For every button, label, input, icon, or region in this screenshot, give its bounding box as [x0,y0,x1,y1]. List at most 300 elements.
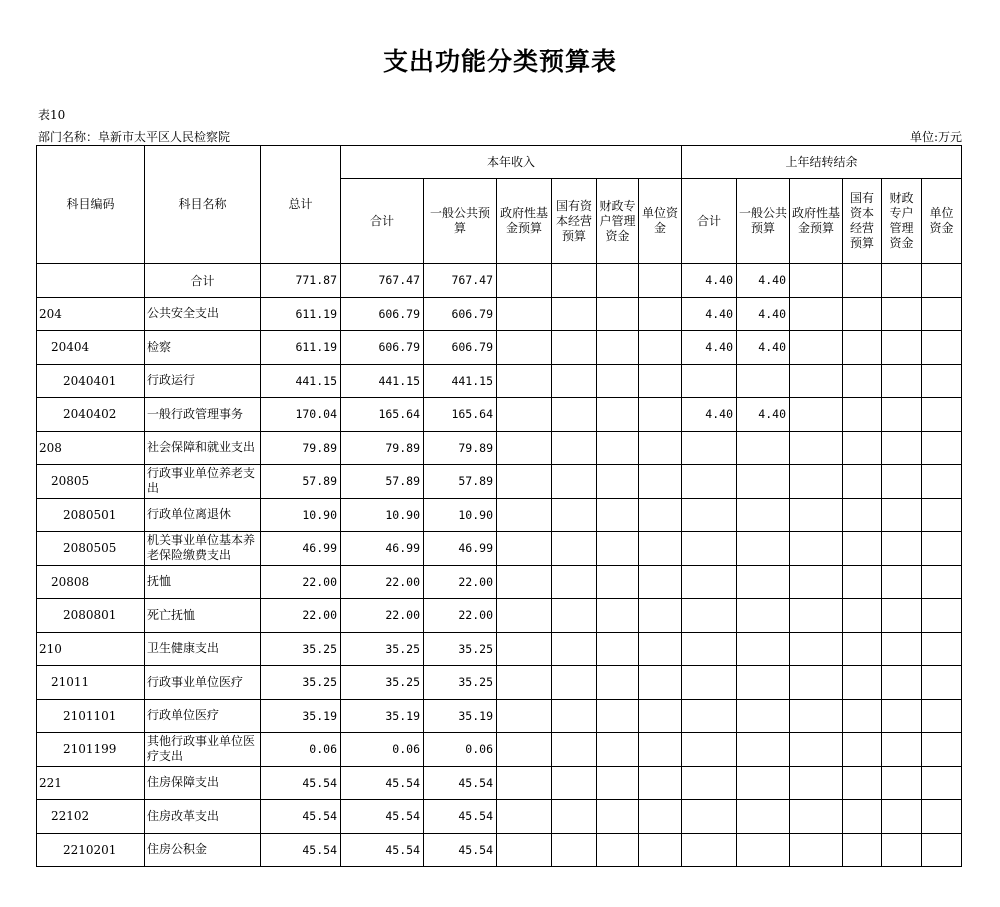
header-code: 科目编码 [37,146,145,264]
header-cy-gov-fund: 政府性基金预算 [497,179,552,264]
cell-py-gov-fund [790,833,843,867]
cell-py-gov-fund [790,800,843,834]
cell-py-unit-funds [922,666,962,700]
cell-cy-gov-fund [497,498,552,532]
cell-cy-sum: 10.90 [341,498,424,532]
cell-py-sum [682,833,737,867]
cell-py-unit-funds [922,331,962,365]
cell-name: 其他行政事业单位医疗支出 [145,733,261,767]
cell-cy-fiscal-special [597,465,639,499]
table-row [37,498,962,532]
cell-cy-unit-funds [639,264,682,298]
cell-cy-gov-fund [497,532,552,566]
cell-py-state-capital [843,398,882,432]
cell-cy-gov-fund [497,264,552,298]
cell-name: 公共安全支出 [145,297,261,331]
cell-cy-state-capital [552,599,597,633]
header-current-year: 本年收入 [341,146,682,179]
cell-py-unit-funds [922,465,962,499]
cell-py-general [737,465,790,499]
cell-total: 441.15 [261,364,341,398]
header-prior-year: 上年结转结余 [682,146,962,179]
cell-name: 住房保障支出 [145,766,261,800]
cell-cy-unit-funds [639,766,682,800]
table-row [37,666,962,700]
table-body [37,264,962,867]
cell-cy-general: 57.89 [424,465,497,499]
cell-cy-unit-funds [639,800,682,834]
header-py-state-capital: 国有资本经营预算 [843,179,882,264]
cell-code: 204 [37,297,145,331]
cell-py-unit-funds [922,766,962,800]
cell-py-sum [682,498,737,532]
cell-name: 检察 [145,331,261,365]
cell-py-general: 4.40 [737,297,790,331]
header-cy-sum: 合计 [341,179,424,264]
cell-cy-general: 767.47 [424,264,497,298]
cell-cy-general: 22.00 [424,565,497,599]
cell-cy-state-capital [552,565,597,599]
table-row [37,398,962,432]
cell-cy-gov-fund [497,364,552,398]
cell-py-state-capital [843,331,882,365]
cell-cy-fiscal-special [597,599,639,633]
cell-py-state-capital [843,632,882,666]
table-row [37,699,962,733]
cell-total: 35.19 [261,699,341,733]
cell-name: 住房公积金 [145,833,261,867]
table-row [37,766,962,800]
cell-py-sum [682,532,737,566]
cell-code: 20404 [37,331,145,365]
header-py-fiscal-special: 财政专户管理资金 [882,179,922,264]
header-py-general: 一般公共预算 [737,179,790,264]
cell-py-state-capital [843,766,882,800]
cell-cy-state-capital [552,699,597,733]
cell-cy-fiscal-special [597,331,639,365]
cell-py-general [737,364,790,398]
cell-code: 20808 [37,565,145,599]
cell-name: 社会保障和就业支出 [145,431,261,465]
cell-total: 57.89 [261,465,341,499]
cell-py-fiscal-special [882,498,922,532]
cell-cy-state-capital [552,431,597,465]
cell-cy-sum: 45.54 [341,833,424,867]
cell-py-sum [682,800,737,834]
cell-name: 一般行政管理事务 [145,398,261,432]
cell-cy-general: 165.64 [424,398,497,432]
cell-py-fiscal-special [882,699,922,733]
cell-cy-unit-funds [639,666,682,700]
cell-cy-sum: 767.47 [341,264,424,298]
cell-py-general [737,632,790,666]
cell-cy-general: 10.90 [424,498,497,532]
header-cy-fiscal-special: 财政专户管理资金 [597,179,639,264]
cell-cy-fiscal-special [597,632,639,666]
cell-py-unit-funds [922,398,962,432]
cell-cy-gov-fund [497,599,552,633]
header-total: 总计 [261,146,341,264]
cell-cy-state-capital [552,498,597,532]
table-row [37,364,962,398]
budget-table [36,145,962,867]
cell-name: 行政事业单位医疗 [145,666,261,700]
cell-py-unit-funds [922,800,962,834]
cell-cy-gov-fund [497,398,552,432]
cell-py-fiscal-special [882,565,922,599]
cell-total: 46.99 [261,532,341,566]
cell-name: 抚恤 [145,565,261,599]
cell-code: 2040402 [37,398,145,432]
cell-cy-sum: 165.64 [341,398,424,432]
cell-cy-gov-fund [497,297,552,331]
cell-code: 2080505 [37,532,145,566]
cell-cy-sum: 22.00 [341,599,424,633]
cell-py-sum [682,565,737,599]
cell-cy-fiscal-special [597,364,639,398]
cell-code: 2210201 [37,833,145,867]
table-row [37,565,962,599]
cell-cy-sum: 441.15 [341,364,424,398]
cell-name: 行政运行 [145,364,261,398]
cell-cy-fiscal-special [597,565,639,599]
cell-py-fiscal-special [882,297,922,331]
cell-code: 210 [37,632,145,666]
cell-cy-gov-fund [497,565,552,599]
cell-cy-state-capital [552,800,597,834]
table-row [37,532,962,566]
cell-cy-state-capital [552,833,597,867]
cell-cy-sum: 606.79 [341,331,424,365]
cell-cy-gov-fund [497,666,552,700]
cell-py-gov-fund [790,297,843,331]
cell-cy-fiscal-special [597,498,639,532]
table-row [37,800,962,834]
cell-name: 行政单位医疗 [145,699,261,733]
cell-py-state-capital [843,733,882,767]
cell-py-fiscal-special [882,733,922,767]
cell-py-state-capital [843,364,882,398]
cell-py-unit-funds [922,431,962,465]
cell-py-sum: 4.40 [682,331,737,365]
cell-cy-state-capital [552,666,597,700]
cell-py-sum [682,766,737,800]
cell-py-state-capital [843,465,882,499]
cell-code [37,264,145,298]
cell-py-sum [682,733,737,767]
cell-cy-unit-funds [639,833,682,867]
cell-cy-sum: 35.19 [341,699,424,733]
cell-cy-general: 22.00 [424,599,497,633]
cell-cy-sum: 57.89 [341,465,424,499]
cell-cy-fiscal-special [597,431,639,465]
cell-name: 死亡抚恤 [145,599,261,633]
table-row [37,431,962,465]
header-cy-state-capital: 国有资本经营预算 [552,179,597,264]
unit-label: 单位:万元 [909,130,962,144]
cell-total: 35.25 [261,632,341,666]
cell-py-sum [682,632,737,666]
cell-py-state-capital [843,498,882,532]
cell-total: 771.87 [261,264,341,298]
cell-cy-general: 35.25 [424,666,497,700]
cell-cy-unit-funds [639,331,682,365]
cell-cy-unit-funds [639,699,682,733]
cell-py-unit-funds [922,733,962,767]
cell-cy-general: 606.79 [424,297,497,331]
cell-total: 22.00 [261,565,341,599]
cell-cy-state-capital [552,465,597,499]
cell-py-gov-fund [790,733,843,767]
cell-cy-unit-funds [639,565,682,599]
cell-name: 合计 [145,264,261,298]
cell-cy-state-capital [552,398,597,432]
cell-code: 21011 [37,666,145,700]
cell-cy-unit-funds [639,398,682,432]
cell-code: 2101199 [37,733,145,767]
table-row [37,632,962,666]
cell-py-gov-fund [790,264,843,298]
cell-py-fiscal-special [882,431,922,465]
cell-name: 住房改革支出 [145,800,261,834]
cell-cy-unit-funds [639,297,682,331]
cell-py-gov-fund [790,632,843,666]
cell-cy-unit-funds [639,733,682,767]
cell-cy-general: 35.25 [424,632,497,666]
cell-py-unit-funds [922,699,962,733]
cell-cy-general: 79.89 [424,431,497,465]
cell-cy-fiscal-special [597,398,639,432]
cell-cy-sum: 35.25 [341,666,424,700]
cell-total: 35.25 [261,666,341,700]
table-row [37,465,962,499]
cell-py-sum: 4.40 [682,398,737,432]
cell-py-fiscal-special [882,532,922,566]
cell-py-state-capital [843,297,882,331]
cell-cy-fiscal-special [597,766,639,800]
cell-py-general [737,431,790,465]
cell-py-gov-fund [790,532,843,566]
cell-code: 2101101 [37,699,145,733]
cell-py-fiscal-special [882,331,922,365]
page-title: 支出功能分类预算表 [382,47,617,76]
cell-py-gov-fund [790,766,843,800]
cell-py-unit-funds [922,599,962,633]
cell-py-unit-funds [922,632,962,666]
header-name: 科目名称 [145,146,261,264]
cell-cy-general: 45.54 [424,800,497,834]
cell-py-general: 4.40 [737,331,790,365]
cell-py-state-capital [843,264,882,298]
cell-code: 22102 [37,800,145,834]
cell-py-fiscal-special [882,632,922,666]
header-py-sum: 合计 [682,179,737,264]
cell-py-state-capital [843,431,882,465]
cell-cy-unit-funds [639,431,682,465]
cell-py-sum [682,431,737,465]
cell-py-sum [682,599,737,633]
cell-cy-state-capital [552,733,597,767]
cell-py-unit-funds [922,364,962,398]
cell-cy-general: 606.79 [424,331,497,365]
cell-cy-general: 46.99 [424,532,497,566]
cell-py-gov-fund [790,465,843,499]
cell-py-sum [682,364,737,398]
cell-code: 2080801 [37,599,145,633]
cell-py-gov-fund [790,364,843,398]
cell-cy-general: 441.15 [424,364,497,398]
cell-code: 2040401 [37,364,145,398]
cell-total: 611.19 [261,297,341,331]
cell-py-state-capital [843,532,882,566]
cell-cy-fiscal-special [597,297,639,331]
cell-cy-fiscal-special [597,733,639,767]
cell-cy-sum: 0.06 [341,733,424,767]
cell-cy-gov-fund [497,833,552,867]
cell-py-general [737,532,790,566]
cell-cy-general: 35.19 [424,699,497,733]
cell-cy-unit-funds [639,498,682,532]
cell-cy-sum: 79.89 [341,431,424,465]
cell-cy-sum: 35.25 [341,632,424,666]
cell-py-sum [682,666,737,700]
cell-py-state-capital [843,833,882,867]
cell-total: 79.89 [261,431,341,465]
cell-cy-general: 0.06 [424,733,497,767]
cell-py-fiscal-special [882,264,922,298]
cell-name: 行政单位离退休 [145,498,261,532]
cell-py-gov-fund [790,498,843,532]
cell-py-general [737,599,790,633]
cell-cy-gov-fund [497,733,552,767]
cell-cy-fiscal-special [597,666,639,700]
cell-cy-state-capital [552,264,597,298]
cell-cy-unit-funds [639,532,682,566]
cell-cy-fiscal-special [597,264,639,298]
cell-py-fiscal-special [882,398,922,432]
cell-py-state-capital [843,800,882,834]
cell-py-sum: 4.40 [682,264,737,298]
cell-cy-sum: 22.00 [341,565,424,599]
cell-py-gov-fund [790,398,843,432]
cell-cy-fiscal-special [597,699,639,733]
cell-py-general [737,766,790,800]
cell-py-sum [682,465,737,499]
header-cy-general: 一般公共预算 [424,179,497,264]
cell-cy-gov-fund [497,331,552,365]
table-number: 表10 [38,108,66,122]
cell-py-fiscal-special [882,599,922,633]
table-row [37,264,962,298]
header-cy-unit-funds: 单位资金 [639,179,682,264]
cell-total: 10.90 [261,498,341,532]
cell-cy-unit-funds [639,599,682,633]
header-py-unit-funds: 单位资金 [922,179,962,264]
cell-py-general: 4.40 [737,264,790,298]
cell-cy-general: 45.54 [424,833,497,867]
cell-cy-sum: 45.54 [341,800,424,834]
cell-py-general: 4.40 [737,398,790,432]
cell-py-fiscal-special [882,766,922,800]
cell-cy-gov-fund [497,699,552,733]
cell-total: 22.00 [261,599,341,633]
cell-py-general [737,498,790,532]
cell-py-unit-funds [922,565,962,599]
cell-py-gov-fund [790,565,843,599]
cell-cy-sum: 606.79 [341,297,424,331]
cell-cy-fiscal-special [597,800,639,834]
cell-py-general [737,565,790,599]
cell-py-fiscal-special [882,364,922,398]
table-row [37,297,962,331]
cell-py-sum [682,699,737,733]
cell-total: 45.54 [261,800,341,834]
cell-cy-state-capital [552,331,597,365]
cell-py-unit-funds [922,297,962,331]
cell-cy-gov-fund [497,431,552,465]
cell-cy-gov-fund [497,766,552,800]
cell-py-sum: 4.40 [682,297,737,331]
cell-py-state-capital [843,599,882,633]
cell-cy-gov-fund [497,465,552,499]
cell-cy-general: 45.54 [424,766,497,800]
cell-py-state-capital [843,565,882,599]
cell-total: 0.06 [261,733,341,767]
cell-code: 221 [37,766,145,800]
table-row [37,833,962,867]
cell-total: 611.19 [261,331,341,365]
cell-cy-sum: 45.54 [341,766,424,800]
cell-py-fiscal-special [882,800,922,834]
cell-cy-state-capital [552,364,597,398]
cell-cy-sum: 46.99 [341,532,424,566]
cell-py-gov-fund [790,699,843,733]
cell-cy-state-capital [552,532,597,566]
cell-py-unit-funds [922,833,962,867]
cell-py-general [737,733,790,767]
cell-cy-state-capital [552,632,597,666]
cell-py-unit-funds [922,498,962,532]
cell-py-fiscal-special [882,666,922,700]
department-label: 部门名称：阜新市太平区人民检察院 [38,130,231,144]
cell-cy-unit-funds [639,364,682,398]
cell-cy-fiscal-special [597,833,639,867]
table-row [37,733,962,767]
table-row [37,331,962,365]
cell-py-fiscal-special [882,833,922,867]
cell-name: 机关事业单位基本养老保险缴费支出 [145,532,261,566]
cell-code: 2080501 [37,498,145,532]
cell-py-unit-funds [922,532,962,566]
cell-py-general [737,800,790,834]
cell-cy-unit-funds [639,632,682,666]
cell-py-gov-fund [790,599,843,633]
cell-total: 45.54 [261,766,341,800]
cell-py-state-capital [843,699,882,733]
cell-py-gov-fund [790,331,843,365]
cell-py-unit-funds [922,264,962,298]
cell-total: 45.54 [261,833,341,867]
cell-py-state-capital [843,666,882,700]
table-row [37,599,962,633]
cell-cy-fiscal-special [597,532,639,566]
cell-py-fiscal-special [882,465,922,499]
cell-name: 行政事业单位养老支出 [145,465,261,499]
header-py-gov-fund: 政府性基金预算 [790,179,843,264]
cell-py-general [737,666,790,700]
cell-code: 208 [37,431,145,465]
cell-py-gov-fund [790,431,843,465]
